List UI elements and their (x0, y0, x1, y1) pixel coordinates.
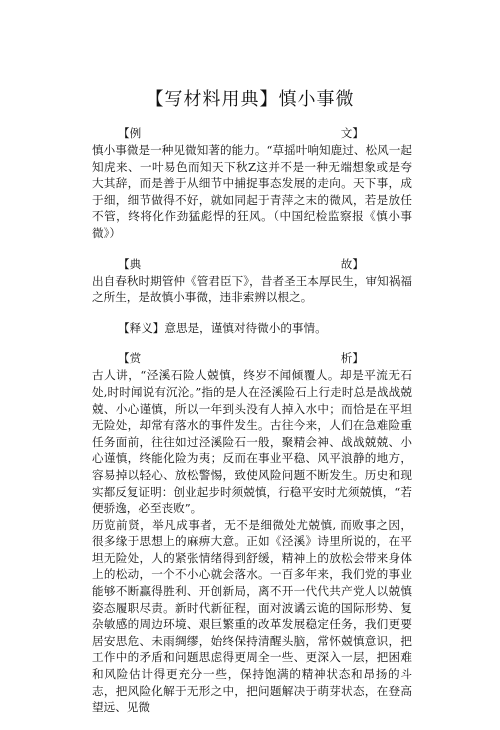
analysis-section (92, 350, 412, 715)
example-paragraph: 慎小事微是一种见微知著的能力。“草摇叶响知鹿过、松风一起知虎来、一叶易色而知天下秋Z这并不是一种无端想象或是夸大其辞，而是善于从细节中捕捉事态发展的走向。天下事，成于细，细节做得不好，就如同起于青萍之末的微风，若是放任不管，终将化作劲猛彪悍的狂风。（中国纪检监察报《慎小事微》） (92, 143, 412, 240)
example-heading-left: 【例 (118, 126, 142, 140)
analysis-heading-left: 【赏 (118, 351, 142, 366)
source-paragraph: 出自春秋时期管仲《管君臣下》，昔者圣王本厚民生，审知祸福之所生，是故慎小事微，违非索辨以根之。 (92, 273, 412, 305)
meaning-section (92, 320, 412, 337)
example-heading-right: 文】 (340, 126, 364, 140)
meaning-heading: 【释义】 (118, 320, 165, 335)
source-heading-left: 【典 (118, 256, 142, 271)
analysis-heading-right: 析】 (340, 351, 364, 366)
analysis-heading (92, 350, 412, 367)
document-body (92, 125, 412, 730)
analysis-paragraph-2: 历览前贤，举凡成事者，无不是细微处尤兢慎, 而败事之因，很多缘于思想上的麻痹大意。正如《泾溪》诗里所说的，在平坦无险处，人的紧张情绪得到舒缓，精神上的放松会带来身体上的松动，一个不小心就会落水。一百多年来，我们党的事业能够不断赢得胜利、开创新局，离不开一代代共产党人以兢慎姿态履职尽责。新时代新征程，面对波谲云诡的国际形势、复杂敏感的周边环境、艰巨繁重的改革发展稳定任务，我们更要居安思危、未雨绸缪，始终保持清醒头脑，常怀兢慎意识，把工作中的矛盾和问题思虑得更周全一些、更深入一层，把困难和风险估计得更充分一些，保持饱满的精神状态和昂扬的斗志，把风险化解于无形之中，把问题解决于萌芽状态，在登高望远、见微 (92, 517, 412, 715)
analysis-paragraph-1: 古人讲，“泾溪石险人兢慎，终岁不闻倾覆人。却是平流无石处,时时闻说有沉沦。”指的是人在泾溪险石上行走时总是战战兢兢、小心谨慎，所以一年到头没有人掉入水中；而恰是在平坦无险处，却常有落水的事件发生。古往今来，人们在急难险重任务面前，往往如过泾溪险石一般，聚精会神、战战兢兢、小心谨慎，终能化险为夷；反而在事业平稳、风平浪静的地方，容易掉以轻心、放松警惕，致使风险问题不断发生。历史和现实都反复证明：创业起步时须兢慎，行稳平安时尤须兢慎，“若便骄逸，必至丧败”。 (92, 368, 412, 516)
example-section (92, 125, 412, 242)
source-heading-right: 故】 (340, 256, 364, 271)
page-title: 【写材料用典】慎小事微 (145, 89, 355, 110)
source-section (92, 256, 412, 306)
source-heading (92, 256, 412, 273)
meaning-text: 意思是，谨慎对待微小的事情。 (164, 320, 327, 335)
example-heading (92, 125, 412, 142)
meaning-paragraph (92, 320, 412, 337)
